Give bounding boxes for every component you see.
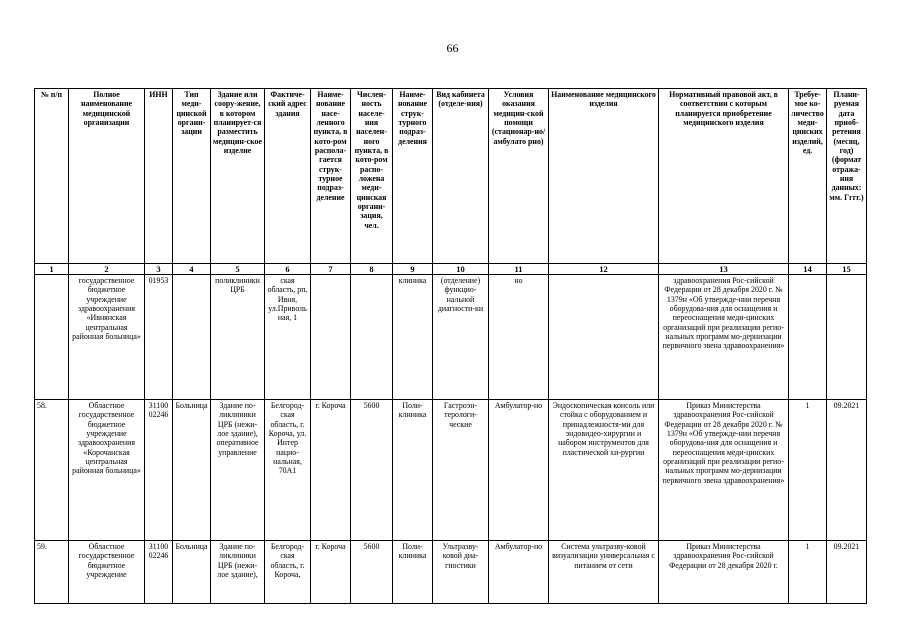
column-number: 6 bbox=[265, 264, 311, 275]
column-header: Наиме-нование струк-турного подраз-деления bbox=[393, 89, 433, 264]
organization-type: Больница bbox=[173, 400, 211, 541]
settlement: г. Короча bbox=[311, 400, 351, 541]
column-number: 7 bbox=[311, 264, 351, 275]
cabinet: Гастроэн-терологи-ческие bbox=[433, 400, 489, 541]
inn: 01953 bbox=[145, 275, 173, 400]
column-number: 15 bbox=[827, 264, 867, 275]
column-number: 9 bbox=[393, 264, 433, 275]
header-row bbox=[35, 89, 867, 264]
equipment-table bbox=[34, 88, 867, 604]
building: Здание по-ликлиники ЦРБ (нежи-лое здание), оперативное управление bbox=[211, 400, 265, 541]
address: Белгород-ская область, г. Короча, ул. Интер нацио-нальная, 70А1 bbox=[265, 400, 311, 541]
column-header: № п/п bbox=[35, 89, 69, 264]
row-number: 59. bbox=[35, 541, 69, 604]
quantity: 1 bbox=[789, 400, 827, 541]
page-number: 66 bbox=[446, 41, 459, 55]
device-name bbox=[549, 275, 659, 400]
column-header: Числен-ность населе-ния населен-ного пункта, в кото-ром распо-ложена меди-цинская органи-зация, чел. bbox=[351, 89, 393, 264]
row-number: 58. bbox=[35, 400, 69, 541]
purchase-date: 09.2021 bbox=[827, 541, 867, 604]
table-row bbox=[35, 400, 867, 541]
address: Белгород-ская область, г. Короча, bbox=[265, 541, 311, 604]
column-number: 13 bbox=[659, 264, 789, 275]
inn: 31100 02246 bbox=[145, 400, 173, 541]
column-header: Тип меди-цинской органи-зации bbox=[173, 89, 211, 264]
table-row bbox=[35, 541, 867, 604]
population: 5600 bbox=[351, 541, 393, 604]
population: 5600 bbox=[351, 400, 393, 541]
row-number bbox=[35, 275, 69, 400]
column-number: 2 bbox=[69, 264, 145, 275]
column-number: 10 bbox=[433, 264, 489, 275]
column-header: Наиме-нование насе-ленного пункта, в кото-ром распола-гается струк-турное подраз-деление bbox=[311, 89, 351, 264]
column-header: Здание или соору-жение, в котором планирует-ся разместить медицин-ское изделие bbox=[211, 89, 265, 264]
population bbox=[351, 275, 393, 400]
legal-act: здравоохранения Рос-сийской Федерации от 28 декабря 2020 г. № 1379н «Об утвержде-нии перечня оборудова-ния для оснащения и переоснащения меди-цинских организаций при реализации регио-нальных программ мо-дернизации первичного звена здравоохранения» bbox=[659, 275, 789, 400]
building: Здание по-ликлиники ЦРБ (нежи-лое здание), bbox=[211, 541, 265, 604]
quantity bbox=[789, 275, 827, 400]
quantity: 1 bbox=[789, 541, 827, 604]
address: ская область, рп. Ивня, ул.Привольная, 1 bbox=[265, 275, 311, 400]
unit: Поли-клиника bbox=[393, 541, 433, 604]
column-header: ИНН bbox=[145, 89, 173, 264]
organization-name: Областное государственное бюджетное учреждение здравоохранения «Корочанская центральная районная больница» bbox=[69, 400, 145, 541]
column-number: 12 bbox=[549, 264, 659, 275]
device-name: Эндоскопическая консоль или стойка с оборудованием и принадлежностя-ми для эндовидео-хирургии и набором инструментов для пластической хи-рургии bbox=[549, 400, 659, 541]
building: поликлиники ЦРБ bbox=[211, 275, 265, 400]
organization-type: Больница bbox=[173, 541, 211, 604]
column-number: 1 bbox=[35, 264, 69, 275]
column-header: Полное наименование медицинской организации bbox=[69, 89, 145, 264]
column-header: Нормативный правовой акт, в соответствии с которым планируется приобретение медицинского изделия bbox=[659, 89, 789, 264]
care-conditions: Амбулатор-но bbox=[489, 400, 549, 541]
column-number-row bbox=[35, 264, 867, 275]
legal-act: Приказ Министерства здравоохранения Рос-сийской Федерации от 28 декабря 2020 г. bbox=[659, 541, 789, 604]
column-header: Наименование медицинского изделия bbox=[549, 89, 659, 264]
table-row bbox=[35, 275, 867, 400]
column-number: 8 bbox=[351, 264, 393, 275]
column-header: Вид кабинета (отделе-ния) bbox=[433, 89, 489, 264]
column-number: 4 bbox=[173, 264, 211, 275]
inn: 31100 02246 bbox=[145, 541, 173, 604]
column-number: 11 bbox=[489, 264, 549, 275]
settlement: г. Короча bbox=[311, 541, 351, 604]
cabinet: (отделение) функцио-нальной диагности-ки bbox=[433, 275, 489, 400]
organization-name: Областное государственное бюджетное учреждение bbox=[69, 541, 145, 604]
legal-act: Приказ Министерства здравоохранения Рос-сийской Федерации от 28 декабря 2020 г. № 1379н «Об утвержде-нии перечня оборудова-ния для оснащения и переоснащения меди-цинских организаций при реализации регио-нальных программ мо-дернизации первичного звена здравоохранения» bbox=[659, 400, 789, 541]
column-number: 3 bbox=[145, 264, 173, 275]
settlement bbox=[311, 275, 351, 400]
care-conditions: но bbox=[489, 275, 549, 400]
purchase-date: 09.2021 bbox=[827, 400, 867, 541]
organization-type bbox=[173, 275, 211, 400]
column-header: Фактиче-ский адрес здания bbox=[265, 89, 311, 264]
column-header: Плани-руемая дата приоб-ретения (месяц, год) (формат отража-ния данных: мм. Гггг.) bbox=[827, 89, 867, 264]
column-header: Требуе-мое ко-личество меди-цинских изделий, ед. bbox=[789, 89, 827, 264]
organization-name: государственное бюджетное учреждение здравоохранения «Ивнянская центральная районная больница» bbox=[69, 275, 145, 400]
unit: Поли-клиника bbox=[393, 400, 433, 541]
column-number: 5 bbox=[211, 264, 265, 275]
column-header: Условия оказания медицин-ской помощи (стационар-но/амбулато рно) bbox=[489, 89, 549, 264]
unit: клиника bbox=[393, 275, 433, 400]
cabinet: Ультразву-ковой диа-гностики bbox=[433, 541, 489, 604]
care-conditions: Амбулатор-но bbox=[489, 541, 549, 604]
purchase-date bbox=[827, 275, 867, 400]
column-number: 14 bbox=[789, 264, 827, 275]
device-name: Система ультразву-ковой визуализации универсальная с питанием от сети bbox=[549, 541, 659, 604]
